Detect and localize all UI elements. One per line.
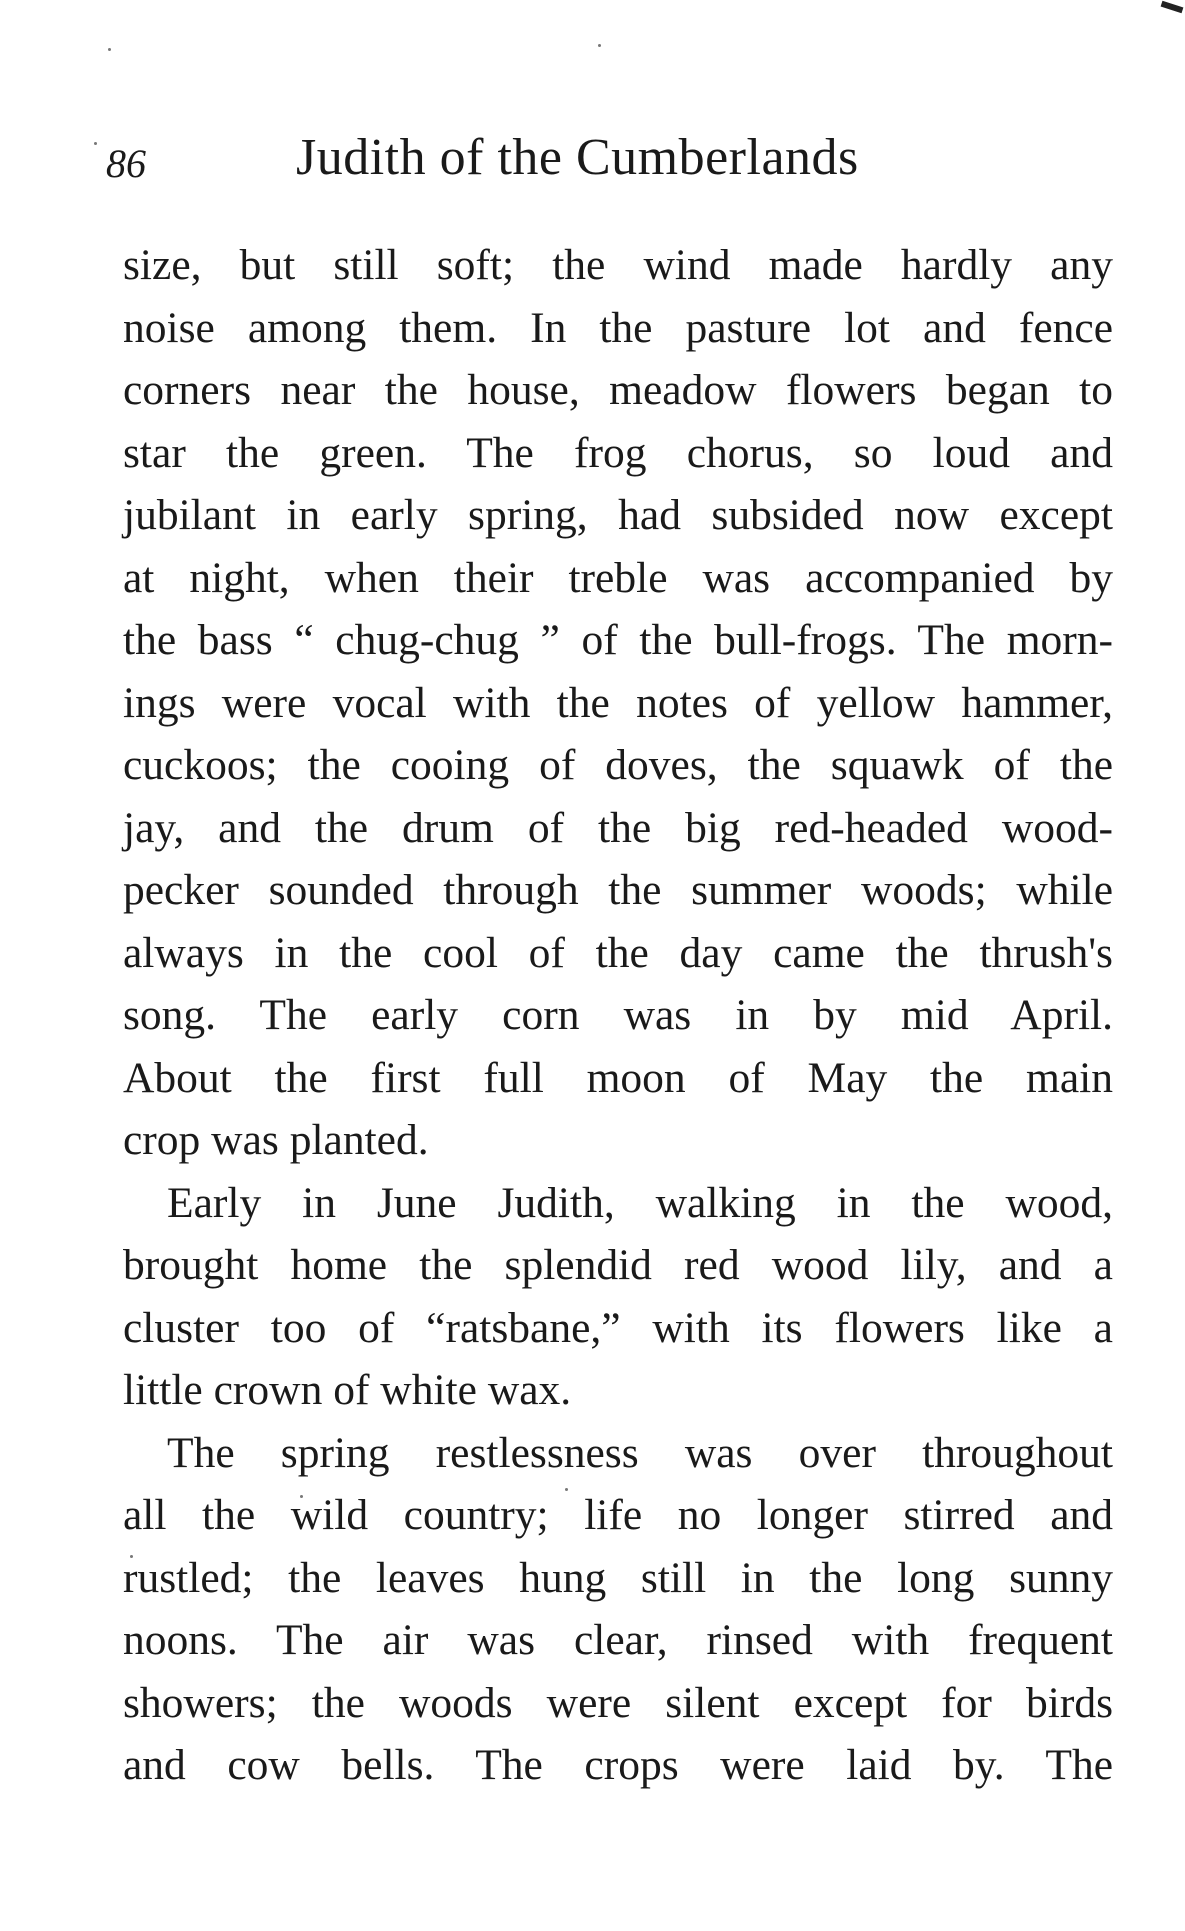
text-line: the bass “ chug-chug ” of the bull-frogs. The morn- xyxy=(123,616,1113,664)
text-line: rustled; the leaves hung still in the long sunny xyxy=(123,1553,1113,1602)
body-text xyxy=(123,234,1113,1797)
running-title: Judith of the Cumberlands xyxy=(296,129,859,186)
text-line: pecker sounded through the summer woods; while xyxy=(123,866,1113,914)
text-line: and cow bells. The crops were laid by. The xyxy=(123,1741,1113,1789)
text-line: brought home the splendid red wood lily, and a xyxy=(123,1241,1113,1289)
text-line: cluster too of “ratsbane,” with its flowers like a xyxy=(123,1303,1113,1352)
corner-mark xyxy=(1161,1,1184,14)
text-line: always in the cool of the day came the thrush's xyxy=(123,928,1113,977)
text-line: all the wild country; life no longer stirred and xyxy=(123,1491,1113,1539)
text-line: jubilant in early spring, had subsided now except xyxy=(123,491,1113,539)
paper-speck xyxy=(598,44,601,47)
paragraph xyxy=(123,1172,1113,1422)
text-line: crop was planted. xyxy=(123,1116,429,1164)
page-number: 86 xyxy=(106,141,146,186)
paragraph xyxy=(123,234,1113,1172)
text-line: About the first full moon of May the main xyxy=(123,1053,1113,1102)
text-line: The spring restlessness was over throughout xyxy=(167,1428,1113,1477)
text-line: song. The early corn was in by mid April. xyxy=(123,991,1113,1039)
text-line: size, but still soft; the wind made hardly any xyxy=(123,241,1113,289)
running-header xyxy=(106,128,966,198)
paper-speck xyxy=(94,142,97,145)
text-line: corners near the house, meadow flowers began to xyxy=(123,366,1113,414)
paper-speck xyxy=(108,48,111,51)
paragraph xyxy=(123,1422,1113,1797)
text-line: showers; the woods were silent except for birds xyxy=(123,1678,1113,1727)
text-line: cuckoos; the cooing of doves, the squawk of the xyxy=(123,741,1113,789)
text-line: little crown of white wax. xyxy=(123,1366,572,1414)
text-line: noise among them. In the pasture lot and fence xyxy=(123,303,1113,352)
text-line: ings were vocal with the notes of yellow hammer, xyxy=(123,678,1113,727)
text-line: at night, when their treble was accompanied by xyxy=(123,553,1113,602)
text-line: Early in June Judith, walking in the wood, xyxy=(167,1178,1113,1227)
text-line: noons. The air was clear, rinsed with frequent xyxy=(123,1616,1113,1664)
text-line: jay, and the drum of the big red-headed wood- xyxy=(123,803,1113,852)
text-line: star the green. The frog chorus, so loud and xyxy=(123,428,1113,477)
